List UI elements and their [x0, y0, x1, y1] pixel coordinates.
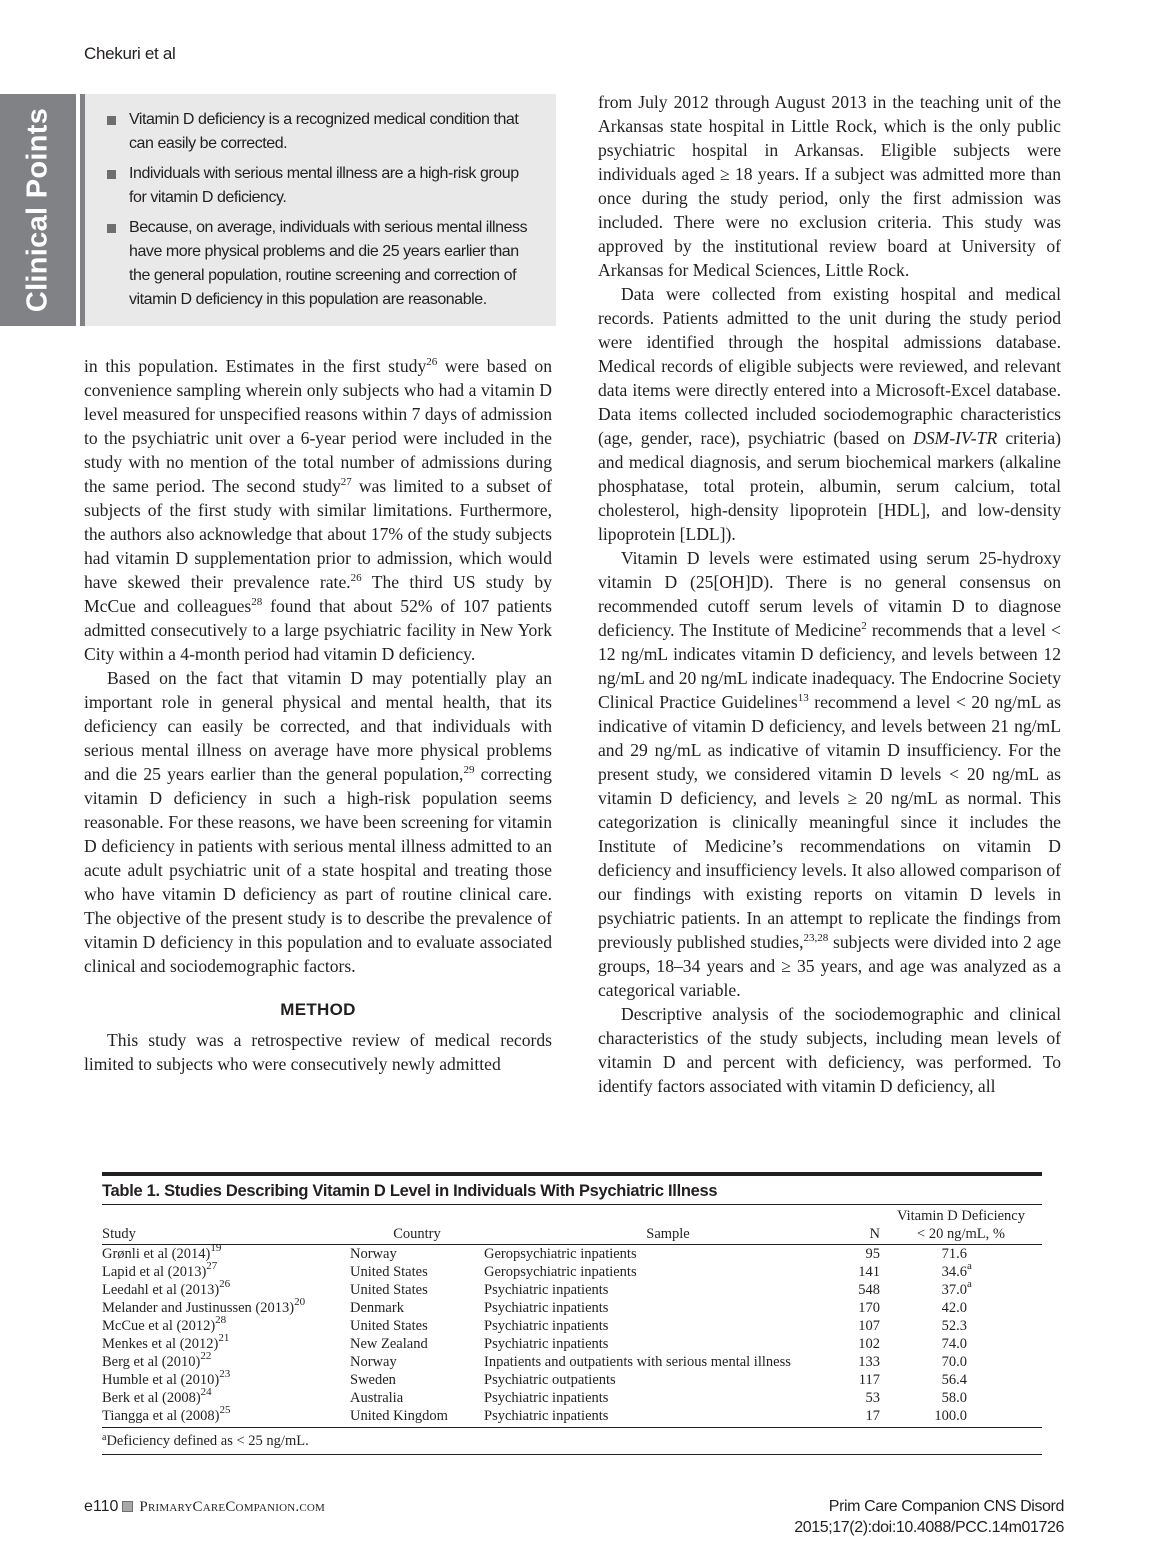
citation-ref: 25 — [219, 1404, 231, 1416]
site-link[interactable]: PrimaryCareCompanion.com — [139, 1499, 326, 1515]
country: Norway — [350, 1246, 397, 1262]
sample: Geropsychiatric inpatients — [484, 1246, 637, 1262]
country: United States — [350, 1282, 428, 1298]
table-row — [102, 1371, 1042, 1389]
table-row — [102, 1317, 1042, 1335]
column-header-deficiency-line2: < 20 ng/mL, % — [917, 1226, 1005, 1242]
cell-country — [350, 1353, 484, 1371]
square-bullet-icon — [107, 170, 116, 179]
cell-study — [102, 1278, 350, 1299]
sample: Psychiatric inpatients — [484, 1318, 609, 1334]
citation-ref: 29 — [463, 764, 475, 776]
cell-sample — [484, 1389, 852, 1407]
citation-ref: 23 — [219, 1368, 231, 1380]
cell-country — [350, 1281, 484, 1299]
citation-ref: 2 — [861, 620, 867, 632]
paragraph — [598, 282, 1061, 546]
running-head: Chekuri et al — [84, 44, 176, 63]
study-name: Berg et al (2010) — [102, 1354, 201, 1370]
cell-deficiency — [880, 1335, 1042, 1353]
n-value: 95 — [865, 1246, 880, 1262]
section-heading-method: METHOD — [280, 1000, 356, 1019]
country: Norway — [350, 1354, 397, 1370]
text-run: Based on the fact that vitamin D may potentially play an important role in general physical and mental health, that its deficiency can easily be corrected, and that individuals with serious mental illness on average have more physical problems and die 25 years earlier than the general population, — [84, 668, 552, 784]
study-name: Leedahl et al (2013) — [102, 1282, 220, 1298]
clinical-points-box — [80, 94, 556, 326]
sample: Psychiatric inpatients — [484, 1336, 609, 1352]
table-row — [102, 1263, 1042, 1281]
cell-deficiency: 34.6$^a$ — [941, 1260, 972, 1280]
cell-n — [852, 1353, 880, 1371]
text-run: was limited to a subset of subjects of the first study with similar limitations. Furthermore, the authors also acknowledge that about 17% of the study subjects had vitamin D supplementation prior to admission, which would have skewed their prevalence rate. — [84, 476, 553, 592]
citation-ref: 28 — [251, 596, 263, 608]
cell-sample — [484, 1407, 852, 1428]
cell-deficiency — [880, 1353, 1042, 1371]
journal-name: Prim Care Companion CNS Disord — [828, 1498, 1064, 1515]
cell-sample — [484, 1371, 852, 1389]
left-column — [84, 354, 552, 1076]
table-header-row — [102, 1205, 1042, 1245]
citation-ref: 19 — [210, 1242, 222, 1254]
citation-ref: 21 — [218, 1332, 230, 1344]
citation-ref: 13 — [797, 692, 809, 704]
deficiency-value: 42.0 — [941, 1300, 967, 1316]
text-run: recommends that a level < 12 ng/mL indicates vitamin D deficiency, and levels between 12 ng/mL and 20 ng/mL indicate inadequacy. The Endocrine Society Clinical Practice Guidelines — [598, 620, 1061, 712]
cell-country — [350, 1263, 484, 1281]
italic-term: DSM-IV-TR — [913, 428, 998, 448]
table-row — [102, 1335, 1042, 1353]
sample: Psychiatric inpatients — [484, 1300, 609, 1316]
study-name: Grønli et al (2014) — [102, 1246, 211, 1262]
deficiency-value: 37.0 — [941, 1282, 967, 1298]
cell-country — [350, 1317, 484, 1335]
deficiency-value: 70.0 — [941, 1354, 967, 1370]
deficiency-value: 74.0 — [941, 1336, 967, 1352]
column-header-sample: Sample — [484, 1205, 852, 1245]
deficiency-value: 34.6 — [941, 1264, 967, 1280]
table-body — [102, 1242, 1042, 1428]
table-footnote — [102, 1428, 1042, 1455]
cell-deficiency — [880, 1317, 1042, 1335]
square-bullet-icon — [107, 224, 116, 233]
square-separator-icon — [122, 1501, 133, 1512]
deficiency-value: 56.4 — [941, 1372, 967, 1388]
cell-country — [350, 1389, 484, 1407]
country: Sweden — [350, 1372, 396, 1388]
sample: Inpatients and outpatients with serious mental illness — [484, 1354, 791, 1370]
column-header-country: Country — [350, 1205, 484, 1245]
clinical-point-text: Because, on average, individuals with serious mental illness have more physical problems and die 25 years earlier than the general population, routine screening and correction of vitamin D deficiency in this population are reasonable. — [129, 219, 528, 308]
cell-n — [852, 1299, 880, 1317]
text-run: subjects were divided into 2 age groups, 18–34 years and ≥ 35 years, and age was analyzed as a categorical variable. — [598, 932, 1061, 1000]
cell-study — [102, 1332, 350, 1353]
cell-n — [852, 1389, 880, 1407]
citation-ref: 27 — [340, 476, 352, 488]
study-name: Tiangga et al (2008) — [102, 1408, 220, 1424]
cell-n — [852, 1371, 880, 1389]
deficiency-value: 71.6 — [941, 1246, 967, 1262]
deficiency-value: 52.3 — [941, 1318, 967, 1334]
clinical-point-text: Individuals with serious mental illness are a high-risk group for vitamin D deficiency. — [129, 165, 519, 206]
country: United States — [350, 1264, 428, 1280]
citation-ref: 28 — [215, 1314, 227, 1326]
table-title: Table 1. Studies Describing Vitamin D Level in Individuals With Psychiatric Illness — [102, 1176, 1042, 1205]
country: Australia — [350, 1390, 404, 1406]
page-number: e110 — [84, 1498, 119, 1515]
citation-ref: 26 — [426, 356, 438, 368]
n-value: 53 — [865, 1390, 880, 1406]
paragraph — [84, 666, 552, 978]
paragraph — [598, 546, 1061, 1002]
cell-n — [852, 1245, 880, 1264]
paragraph: Descriptive analysis of the sociodemographic and clinical characteristics of the study subjects, including mean levels of vitamin D and percent with deficiency, was performed. To identify factors associated with vitamin D deficiency, all — [598, 1004, 1061, 1096]
n-value: 170 — [858, 1300, 880, 1316]
citation-ref: 26 — [219, 1278, 231, 1290]
n-value: 141 — [858, 1264, 880, 1280]
studies-table — [102, 1205, 1042, 1428]
study-name: Humble et al (2010) — [102, 1372, 220, 1388]
cell-deficiency — [880, 1245, 1042, 1264]
cell-country — [350, 1407, 484, 1428]
clinical-point — [103, 108, 532, 156]
sample: Psychiatric inpatients — [484, 1390, 609, 1406]
cell-sample — [484, 1335, 852, 1353]
n-value: 107 — [858, 1318, 880, 1334]
country: United States — [350, 1318, 428, 1334]
text-run: Vitamin D levels were estimated using serum 25-hydroxy vitamin D (25[OH]D). There is no general consensus on recommended cutoff serum levels of vitamin D to diagnose deficiency. The Institute of Medicine — [598, 548, 1061, 640]
study-name: Menkes et al (2012) — [102, 1336, 219, 1352]
clinical-point — [103, 216, 532, 312]
cell-n — [852, 1263, 880, 1281]
clinical-points-tab-label: Clinical Points — [21, 107, 54, 313]
sample: Psychiatric inpatients — [484, 1408, 609, 1424]
cell-deficiency — [880, 1389, 1042, 1407]
citation-ref: 27 — [206, 1260, 218, 1272]
cell-country — [350, 1299, 484, 1317]
sample: Psychiatric inpatients — [484, 1282, 609, 1298]
text-run: found that about 52% of 107 patients admitted consecutively to a large psychiatric facility in New York City within a 4-month period had vitamin D deficiency. — [84, 596, 552, 664]
cell-n — [852, 1317, 880, 1335]
n-value: 102 — [858, 1336, 880, 1352]
right-column — [598, 90, 1061, 1098]
country: Denmark — [350, 1300, 404, 1316]
study-name: Lapid et al (2013) — [102, 1264, 207, 1280]
cell-country — [350, 1335, 484, 1353]
footer-left — [84, 1498, 325, 1516]
citation-ref: 23,28 — [803, 932, 829, 944]
table-row — [102, 1407, 1042, 1428]
clinical-point-text: Vitamin D deficiency is a recognized medical condition that can easily be corrected. — [129, 111, 519, 152]
country: United Kingdom — [350, 1408, 448, 1424]
text-run: correcting vitamin D deficiency in such a high-risk population seems reasonable. For these reasons, we have been screening for vitamin D deficiency in patients with serious mental illness admitted to an acute adult psychiatric unit of a state hospital and treating those who have vitamin D deficiency as part of routine clinical care. The objective of the present study is to describe the prevalence of vitamin D deficiency in this population and to evaluate associated clinical and sociodemographic factors. — [84, 764, 552, 976]
column-header-n: N — [852, 1205, 880, 1245]
footer-right — [794, 1496, 1064, 1538]
text-run: in this population. Estimates in the first study — [84, 356, 427, 376]
text-run: were based on convenience sampling wherein only subjects who had a vitamin D level measured for unspecified reasons within 7 days of admission to the psychiatric unit over a 6-year period were included in the study with no mention of the total number of admissions during the same period. The second study — [84, 356, 553, 496]
square-bullet-icon — [107, 116, 116, 125]
paragraph — [84, 354, 552, 666]
n-value: 17 — [865, 1408, 880, 1424]
citation-ref: 22 — [200, 1350, 212, 1362]
table-row — [102, 1389, 1042, 1407]
cell-sample — [484, 1299, 852, 1317]
cell-study — [102, 1368, 350, 1389]
text-run: The third US study by McCue and colleagues — [84, 572, 552, 616]
table-1 — [102, 1172, 1042, 1455]
citation-ref: 26 — [350, 572, 362, 584]
cell-n — [852, 1335, 880, 1353]
table-row — [102, 1245, 1042, 1264]
table-row — [102, 1281, 1042, 1299]
footnote-mark: a — [102, 1432, 107, 1443]
cell-sample — [484, 1263, 852, 1281]
cell-sample — [484, 1353, 852, 1371]
column-header-study: Study — [102, 1205, 350, 1245]
citation-ref: 20 — [294, 1296, 306, 1308]
paragraph: from July 2012 through August 2013 in the teaching unit of the Arkansas state hospital in Little Rock, which is the only public psychiatric hospital in Arkansas. Eligible subjects were individuals aged ≥ 18 years. If a subject was admitted more than once during the study period, only the first admission was included. There were no exclusion criteria. This study was approved by the institutional review board at University of Arkansas for Medical Sciences, Little Rock. — [598, 92, 1061, 280]
clinical-point — [103, 162, 532, 210]
column-header-deficiency — [880, 1205, 1042, 1245]
cell-deficiency — [880, 1407, 1042, 1428]
cell-country — [350, 1245, 484, 1264]
sample: Geropsychiatric inpatients — [484, 1264, 637, 1280]
text-run: Data were collected from existing hospital and medical records. Patients admitted to the unit during the study period were identified through the hospital admissions database. Medical records of eligible subjects were reviewed, and relevant data items were directly entered into a Microsoft-Excel database. Data items collected included sociodemographic characteristics (age, gender, race), psychiatric (based on — [598, 284, 1061, 448]
n-value: 548 — [858, 1282, 880, 1298]
cell-deficiency: 37.0$^a$ — [941, 1278, 972, 1298]
cell-deficiency — [880, 1371, 1042, 1389]
study-name: Berk et al (2008) — [102, 1390, 201, 1406]
cell-country — [350, 1371, 484, 1389]
table-row — [102, 1299, 1042, 1317]
cell-study — [102, 1404, 350, 1428]
study-name: Melander and Justinussen (2013) — [102, 1300, 295, 1316]
footnote-text: Deficiency defined as < 25 ng/mL. — [106, 1433, 309, 1449]
paragraph: This study was a retrospective review of medical records limited to subjects who were consecutively newly admitted — [84, 1030, 552, 1074]
cell-sample — [484, 1281, 852, 1299]
n-value: 117 — [858, 1372, 880, 1388]
text-run: recommend a level < 20 ng/mL as indicative of vitamin D deficiency, and levels between 21 ng/mL and 29 ng/mL as indicative of vitamin D insufficiency. For the present study, we considered vitamin D levels < 20 ng/mL as vitamin D deficiency, and levels ≥ 20 ng/mL as normal. This categorization is clinically meaningful since it includes the Institute of Medicine’s recommendations on vitamin D deficiency and insufficiency levels. It also allowed comparison of our findings with existing reports on vitamin D levels in psychiatric patients. In an attempt to replicate the findings from previously published studies, — [598, 692, 1061, 952]
n-value: 133 — [858, 1354, 880, 1370]
sample: Psychiatric outpatients — [484, 1372, 616, 1388]
cell-study — [102, 1242, 350, 1264]
country: New Zealand — [350, 1336, 428, 1352]
column-header-deficiency-line1: Vitamin D Deficiency — [897, 1208, 1025, 1224]
clinical-points-tab — [0, 94, 76, 326]
cell-deficiency — [880, 1299, 1042, 1317]
cell-sample — [484, 1317, 852, 1335]
deficiency-value: 58.0 — [941, 1390, 967, 1406]
cell-sample — [484, 1245, 852, 1264]
text-run: criteria) and medical diagnosis, and serum biochemical markers (alkaline phosphatase, total protein, albumin, serum calcium, total cholesterol, high-density lipoprotein [HDL], and low-density lipoprotein [LDL]). — [598, 428, 1061, 544]
study-name: McCue et al (2012) — [102, 1318, 216, 1334]
cell-n — [852, 1281, 880, 1299]
table-row — [102, 1353, 1042, 1371]
cell-n — [852, 1407, 880, 1428]
citation-doi: 2015;17(2):doi:10.4088/PCC.14m01726 — [794, 1519, 1064, 1536]
citation-ref: 24 — [200, 1386, 212, 1398]
deficiency-value: 100.0 — [934, 1408, 967, 1424]
